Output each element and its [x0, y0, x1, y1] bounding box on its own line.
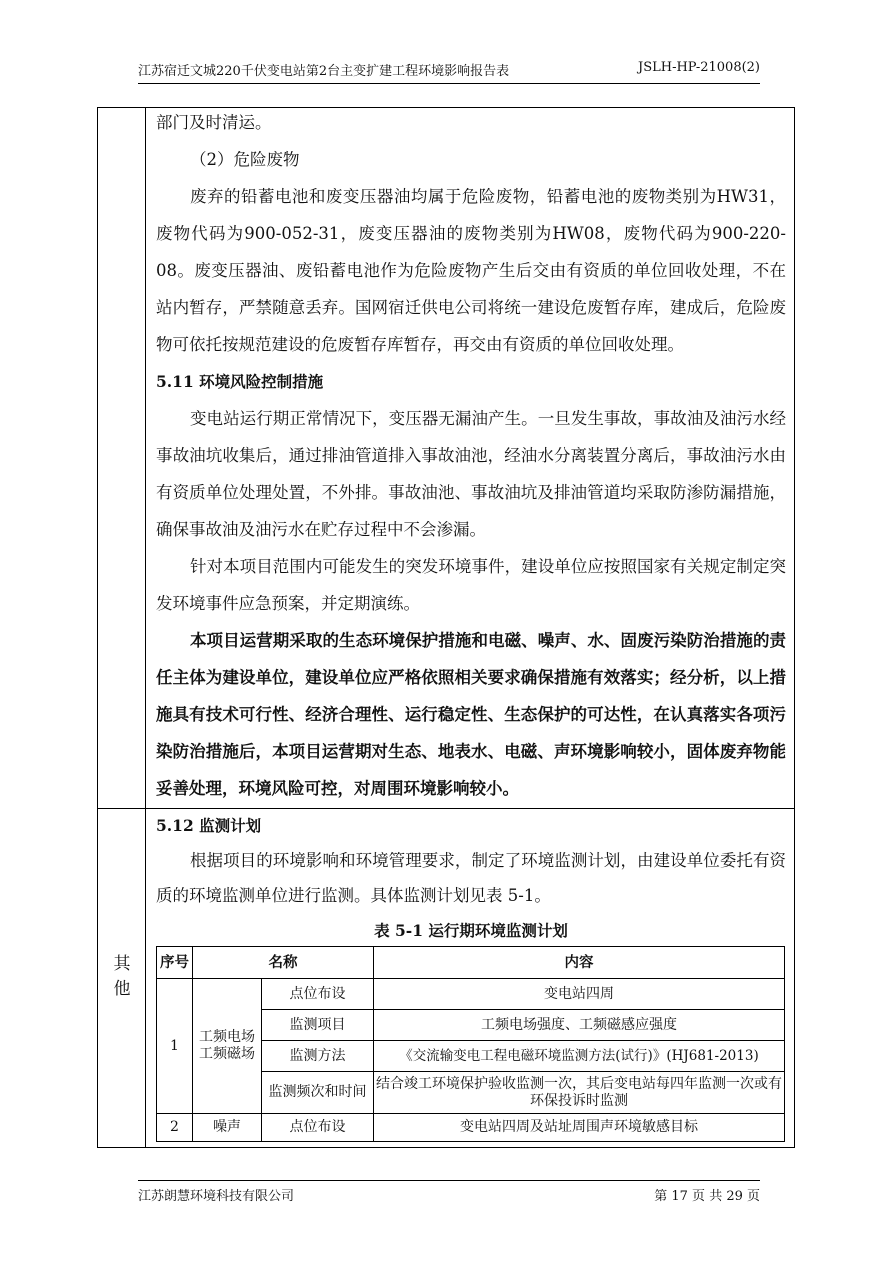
footer-divider	[138, 1180, 760, 1181]
row-content: 工频电场强度、工频磁感应强度	[374, 1010, 785, 1041]
row-content: 变电站四周	[374, 979, 785, 1010]
monitoring-intro: 根据项目的环境影响和环境管理要求，制定了环境监测计划，由建设单位委托有资质的环境监测单位进行监测。具体监测计划见表 5-1。	[156, 851, 786, 905]
row-item: 点位布设	[262, 1114, 374, 1142]
side-label-char-2: 他	[113, 979, 131, 999]
row-item: 监测方法	[262, 1041, 374, 1072]
company-name: 江苏朗慧环境科技有限公司	[138, 1189, 295, 1204]
monitoring-table	[156, 946, 785, 1142]
side-label-char-1: 其	[113, 954, 131, 974]
row-content: 结合竣工环境保护验收监测一次，其后变电站每四年监测一次或有环保投诉时监测	[374, 1072, 785, 1114]
risk-paragraph-2: 针对本项目范围内可能发生的突发环境事件，建设单位应按照国家有关规定制定突发环境事件应急预案，并定期演练。	[156, 557, 786, 613]
table-row	[157, 979, 785, 1010]
row-name	[193, 979, 262, 1114]
hazard-waste-paragraph: 废弃的铅蓄电池和废变压器油均属于危险废物，铅蓄电池的废物类别为HW31，废物代码为900-052-31，废变压器油的废物类别为HW08，废物代码为900-220-08。废变压器油、废铅蓄电池作为危险废物产生后交由有资质的单位回收处理，不在站内暂存，严禁随意丢弃。国网宿迁供电公司将统一建设危废暂存库，建成后，危险废物可依托按规范建设的危废暂存库暂存，再交由有资质的单位回收处理。	[156, 187, 786, 354]
col-header-content: 内容	[374, 947, 785, 979]
table-row	[157, 1114, 785, 1142]
col-header-no: 序号	[157, 947, 193, 979]
report-title: 江苏宿迁文城220千伏变电站第2台主变扩建工程环境影响报告表	[138, 64, 510, 79]
report-code: JSLH-HP-21008(2)	[637, 60, 760, 75]
row-no: 1	[157, 979, 193, 1114]
row-no: 2	[157, 1114, 193, 1142]
row-name-line: 工频磁场	[199, 1046, 255, 1062]
row-item: 监测频次和时间	[262, 1072, 374, 1114]
conclusion-paragraph: 本项目运营期采取的生态环境保护措施和电磁、噪声、水、固废污染防治措施的责任主体为建设单位，建设单位应严格依照相关要求确保措施有效落实；经分析，以上措施具有技术可行性、经济合理性、运行稳定性、生态保护的可达性，在认真落实各项污染防治措施后，本项目运营期对生态、地表水、电磁、声环境影响较小，固体废弃物能妥善处理，环境风险可控，对周围环境影响较小。	[156, 631, 786, 798]
page-number: 第 17 页 共 29 页	[654, 1189, 760, 1204]
row-item: 点位布设	[262, 979, 374, 1010]
hazard-waste-title: （2）危险废物	[190, 150, 300, 169]
col-header-name: 名称	[193, 947, 374, 979]
table-caption: 表 5-1 运行期环境监测计划	[374, 921, 568, 940]
row-content: 变电站四周及站址周围声环境敏感目标	[374, 1114, 785, 1142]
monitoring-heading: 5.12 监测计划	[156, 816, 262, 835]
row-name: 噪声	[193, 1114, 262, 1142]
row-item: 监测项目	[262, 1010, 374, 1041]
monitoring-section	[156, 808, 786, 949]
column-divider	[145, 108, 146, 1148]
continued-line: 部门及时清运。	[156, 113, 272, 132]
risk-heading: 5.11 环境风险控制措施	[156, 372, 324, 391]
row-name-line: 工频电场	[199, 1029, 255, 1045]
row-content: 《交流输变电工程电磁环境监测方法(试行)》(HJ681-2013)	[374, 1041, 785, 1072]
upper-section	[156, 104, 786, 807]
side-label-other	[100, 952, 144, 1002]
risk-paragraph-1: 变电站运行期正常情况下，变压器无漏油产生。一旦发生事故，事故油及油污水经事故油坑收集后，通过排油管道排入事故油池，经油水分离装置分离后，事故油污水由有资质单位处理处置，不外排。事故油池、事故油坑及排油管道均采取防渗防漏措施，确保事故油及油污水在贮存过程中不会渗漏。	[156, 409, 786, 539]
table-header-row	[157, 947, 785, 979]
header-divider	[138, 83, 760, 84]
